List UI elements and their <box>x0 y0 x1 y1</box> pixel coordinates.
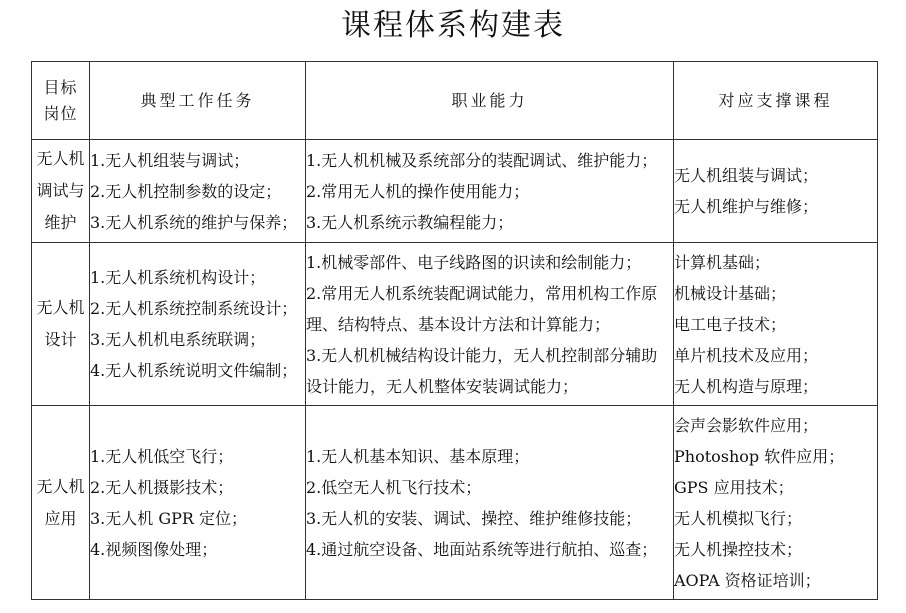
task-item: 2.无人机摄影技术； <box>90 477 234 497</box>
ability-item: 理、结构特点、基本设计方法和计算能力； <box>306 314 611 334</box>
post-text: 调试与 <box>36 181 85 200</box>
task-item: 1.无人机低空飞行； <box>90 446 234 466</box>
post-cell <box>32 406 90 600</box>
post-cell <box>32 140 90 243</box>
curriculum-table <box>31 61 878 600</box>
ability-item: 3.无人机系统示教编程能力； <box>306 212 514 232</box>
course-item: 无人机构造与原理； <box>674 376 819 396</box>
courses-cell <box>674 406 878 600</box>
course-item: 无人机模拟飞行； <box>674 508 803 528</box>
course-item: 无人机维护与维修； <box>674 197 819 216</box>
course-item: 会声会影软件应用； <box>674 415 819 435</box>
page-title: 课程体系构建表 <box>341 8 565 43</box>
post-text: 无人机 <box>36 298 85 317</box>
course-item: 计算机基础； <box>674 252 771 272</box>
task-item: 4.视频图像处理； <box>90 539 218 559</box>
course-item: 无人机组装与调试； <box>674 166 819 185</box>
tasks-cell <box>90 140 306 243</box>
task-item: 3.无人机 GPR 定位； <box>90 508 248 528</box>
post-cell <box>32 243 90 406</box>
task-item: 2.无人机系统控制系统设计； <box>90 299 298 318</box>
course-item: Photoshop 软件应用； <box>674 446 845 466</box>
ability-item: 1.无人机基本知识、基本原理； <box>306 446 530 466</box>
header-abilities: 职业能力 <box>306 62 674 140</box>
ability-item: 设计能力，无人机整体安装调试能力； <box>306 376 579 396</box>
ability-item: 2.低空无人机飞行技术； <box>306 477 482 497</box>
abilities-cell <box>306 140 674 243</box>
header-courses: 对应支撑课程 <box>674 62 878 140</box>
abilities-cell <box>306 406 674 600</box>
header-post-text: 目标岗位 <box>43 77 78 123</box>
tasks-cell <box>90 243 306 406</box>
table-row-design <box>32 243 878 406</box>
courses-cell <box>674 243 878 406</box>
task-item: 1.无人机系统机构设计； <box>90 268 266 287</box>
table-row-application <box>32 406 878 600</box>
abilities-cell <box>306 243 674 406</box>
course-item: AOPA 资格证培训； <box>674 570 821 590</box>
task-item: 4.无人机系统说明文件编制； <box>90 361 298 380</box>
post-text: 无人机 <box>36 476 85 496</box>
ability-item: 1.机械零部件、电子线路图的识读和绘制能力； <box>306 252 642 272</box>
task-item: 2.无人机控制参数的设定； <box>90 181 282 201</box>
ability-item: 3.无人机的安装、调试、操控、维护维修技能； <box>306 508 642 528</box>
ability-item: 2.常用无人机系统装配调试能力，常用机构工作原 <box>306 283 658 303</box>
ability-item: 2.常用无人机的操作使用能力； <box>306 181 530 201</box>
task-item: 3.无人机机电系统联调； <box>90 330 266 349</box>
course-item: 单片机技术及应用； <box>674 345 819 365</box>
table-row-maintenance <box>32 140 878 243</box>
header-target-post <box>32 62 90 140</box>
task-item: 1.无人机组装与调试； <box>90 150 250 170</box>
header-row <box>32 62 878 140</box>
courses-cell <box>674 140 878 243</box>
task-item: 3.无人机系统的维护与保养； <box>90 212 298 232</box>
ability-item: 1.无人机机械及系统部分的装配调试、维护能力； <box>306 150 658 170</box>
tasks-cell <box>90 406 306 600</box>
post-text: 维护 <box>44 213 77 232</box>
course-item: 机械设计基础； <box>674 283 787 303</box>
ability-item: 4.通过航空设备、地面站系统等进行航拍、巡查； <box>306 539 658 559</box>
course-item: GPS 应用技术； <box>674 477 794 497</box>
post-text: 应用 <box>44 508 77 528</box>
course-item: 无人机操控技术； <box>674 539 803 559</box>
ability-item: 3.无人机机械结构设计能力，无人机控制部分辅助 <box>306 345 658 365</box>
post-text: 无人机 <box>36 149 85 168</box>
header-typical-tasks: 典型工作任务 <box>90 62 306 140</box>
post-text: 设计 <box>44 330 77 349</box>
course-item: 电工电子技术； <box>674 314 787 334</box>
